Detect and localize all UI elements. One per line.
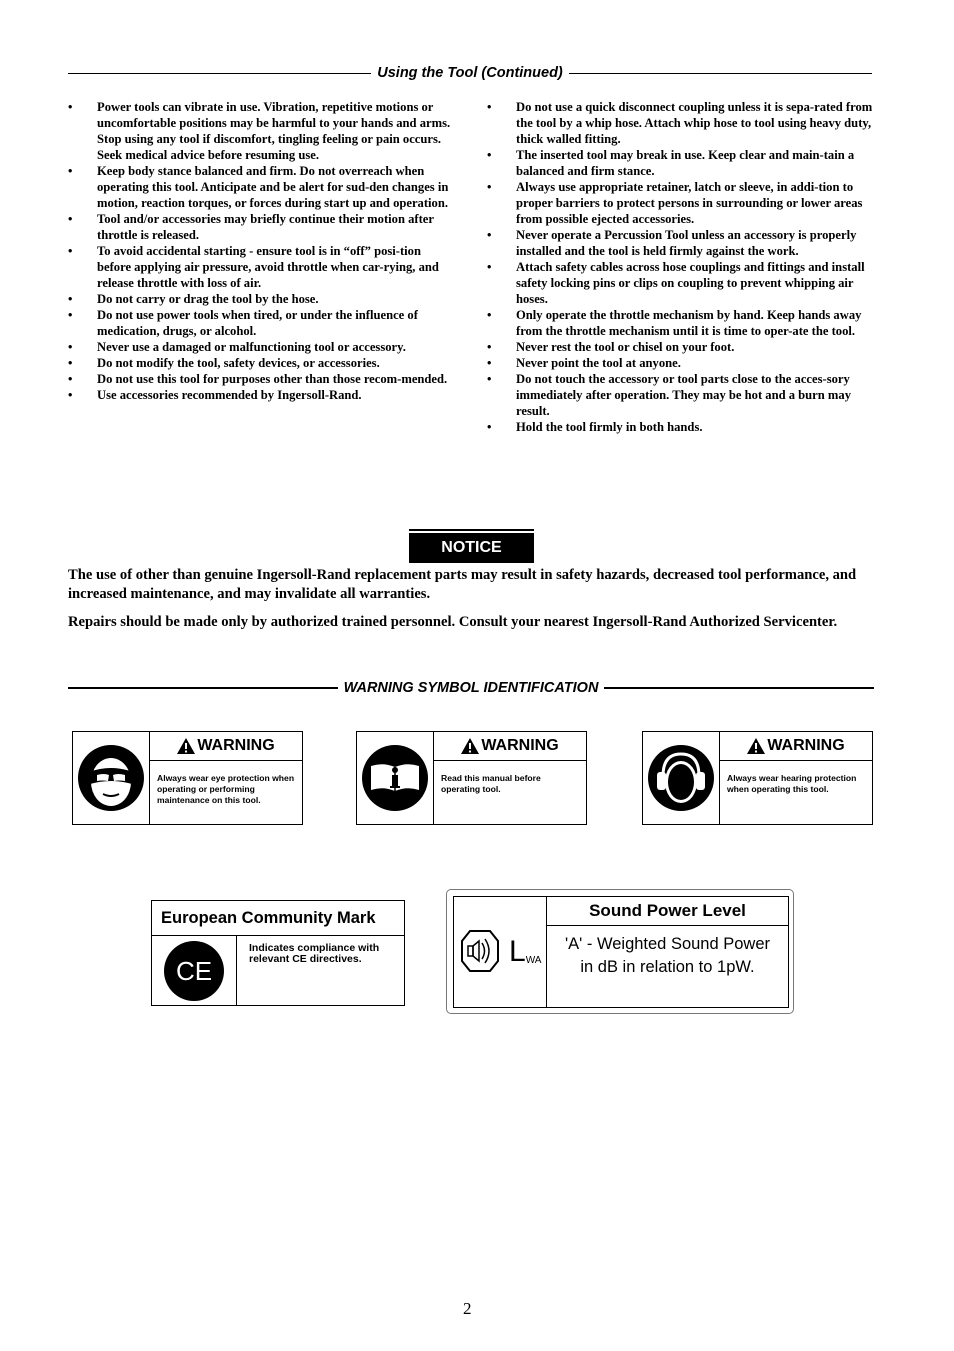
ce-mark-box bbox=[151, 900, 405, 1006]
heading-rule-left bbox=[68, 687, 338, 689]
warning-title-text: WARNING bbox=[481, 737, 559, 754]
list-item: • Never point the tool at anyone. bbox=[487, 355, 875, 371]
page-number: 2 bbox=[463, 1299, 472, 1318]
notice-paragraph-2: Repairs should be made only by authorized trained personnel. Consult your nearest Ingersoll-Rand Authorized Servicenter. bbox=[68, 614, 838, 630]
heading-rule-left bbox=[68, 73, 371, 74]
ce-symbol: CE bbox=[175, 956, 213, 986]
sound-power-description: 'A' - Weighted Sound Power in dB in relation to 1pW. bbox=[564, 935, 771, 976]
list-item: • Keep body stance balanced and firm. Do not overreach when operating this tool. Anticipate and be alert for sud-den changes in motion, reaction torques, or forces during start up and operation. bbox=[68, 163, 456, 211]
list-item: • Use accessories recommended by Ingersoll-Rand. bbox=[68, 387, 456, 403]
list-item: • Never rest the tool or chisel on your foot. bbox=[487, 339, 875, 355]
warning-text: Always wear hearing protection when operating this tool. bbox=[727, 773, 857, 794]
sound-power-title: Sound Power Level bbox=[547, 897, 788, 926]
warning-text: Read this manual before operating tool. bbox=[441, 773, 541, 794]
warning-triangle-icon bbox=[747, 738, 765, 754]
sound-power-icon-cell bbox=[454, 897, 547, 1007]
list-item: • To avoid accidental starting - ensure tool is in “off” posi-tion before applying air pressure, avoid throttle when car-rying, and release throttle with loss of air. bbox=[68, 243, 456, 291]
ce-mark-title: European Community Mark bbox=[152, 901, 404, 936]
warning-title bbox=[720, 732, 872, 761]
sound-power-level-box bbox=[446, 889, 794, 1014]
warning-triangle-icon bbox=[177, 738, 195, 754]
warning-box-eye-protection bbox=[72, 731, 303, 825]
warning-text: Always wear eye protection when operating or performing maintenance on this tool. bbox=[157, 773, 295, 805]
heading-rule-right bbox=[604, 687, 874, 689]
list-item: • Tool and/or accessories may briefly continue their motion after throttle is released. bbox=[68, 211, 456, 243]
warning-title-text: WARNING bbox=[767, 737, 845, 754]
warning-box-read-manual bbox=[356, 731, 587, 825]
sound-power-symbol: $L_{WA}$ bbox=[509, 935, 542, 968]
list-item: • Hold the tool firmly in both hands. bbox=[487, 419, 875, 435]
list-item: • Always use appropriate retainer, latch or sleeve, in addi-tion to proper barriers to protect persons in surrounding or lower areas from possible ejected accessories. bbox=[487, 179, 875, 227]
list-item: • The inserted tool may break in use. Keep clear and main-tain a balanced and firm stance. bbox=[487, 147, 875, 179]
list-item: • Attach safety cables across hose couplings and fittings and install safety locking pins or clips on coupling to prevent whipping air hoses. bbox=[487, 259, 875, 307]
list-item: • Never use a damaged or malfunctioning tool or accessory. bbox=[68, 339, 456, 355]
list-item: • Do not touch the accessory or tool parts close to the acces-sory immediately after operation. They may be hot and a burn may result. bbox=[487, 371, 875, 419]
warning-symbol-heading bbox=[68, 680, 874, 696]
ce-mark-icon bbox=[152, 936, 237, 1006]
list-item: • Do not use this tool for purposes other than those recom-mended. bbox=[68, 371, 456, 387]
warning-title-text: WARNING bbox=[197, 737, 275, 754]
heading-rule-right bbox=[569, 73, 872, 74]
notice-label: NOTICE bbox=[409, 531, 534, 563]
sound-emitter-icon bbox=[460, 929, 500, 973]
warning-triangle-icon bbox=[461, 738, 479, 754]
warning-box-hearing-protection bbox=[642, 731, 873, 825]
right-bullet-list bbox=[487, 99, 875, 435]
eye-protection-icon bbox=[73, 732, 150, 824]
list-item: • Do not use power tools when tired, or under the influence of medication, drugs, or alcohol. bbox=[68, 307, 456, 339]
hearing-protection-icon bbox=[643, 732, 720, 824]
notice-paragraph-1: The use of other than genuine Ingersoll-Rand replacement parts may result in safety hazards, decreased tool performance, and increased maintenance, and may invalidate all warranties. bbox=[68, 567, 857, 602]
read-manual-icon bbox=[357, 732, 434, 824]
warning-heading-title: WARNING SYMBOL IDENTIFICATION bbox=[343, 680, 599, 696]
section-heading-title: Using the Tool (Continued) bbox=[377, 65, 563, 81]
list-item: • Do not use a quick disconnect coupling unless it is sepa-rated from the tool by a whip hose. Attach whip hose to tool using heavy duty, thick walled fitting. bbox=[487, 99, 875, 147]
warning-title bbox=[150, 732, 302, 761]
list-item: • Do not carry or drag the tool by the hose. bbox=[68, 291, 456, 307]
warning-title bbox=[434, 732, 586, 761]
ce-mark-text: Indicates compliance with relevant CE directives. bbox=[249, 942, 380, 965]
section-heading bbox=[68, 65, 872, 81]
left-bullet-list bbox=[68, 99, 456, 403]
list-item: • Never operate a Percussion Tool unless an accessory is properly installed and the tool is held firmly against the work. bbox=[487, 227, 875, 259]
list-item: • Only operate the throttle mechanism by hand. Keep hands away from the throttle mechanism until it is time to oper-ate the tool. bbox=[487, 307, 875, 339]
list-item: • Power tools can vibrate in use. Vibration, repetitive motions or uncomfortable positions may be harmful to your hands and arms. Stop using any tool if discomfort, tingling feeling or pain occurs. Seek medical advice before resuming use. bbox=[68, 99, 456, 163]
list-item: • Do not modify the tool, safety devices, or accessories. bbox=[68, 355, 456, 371]
